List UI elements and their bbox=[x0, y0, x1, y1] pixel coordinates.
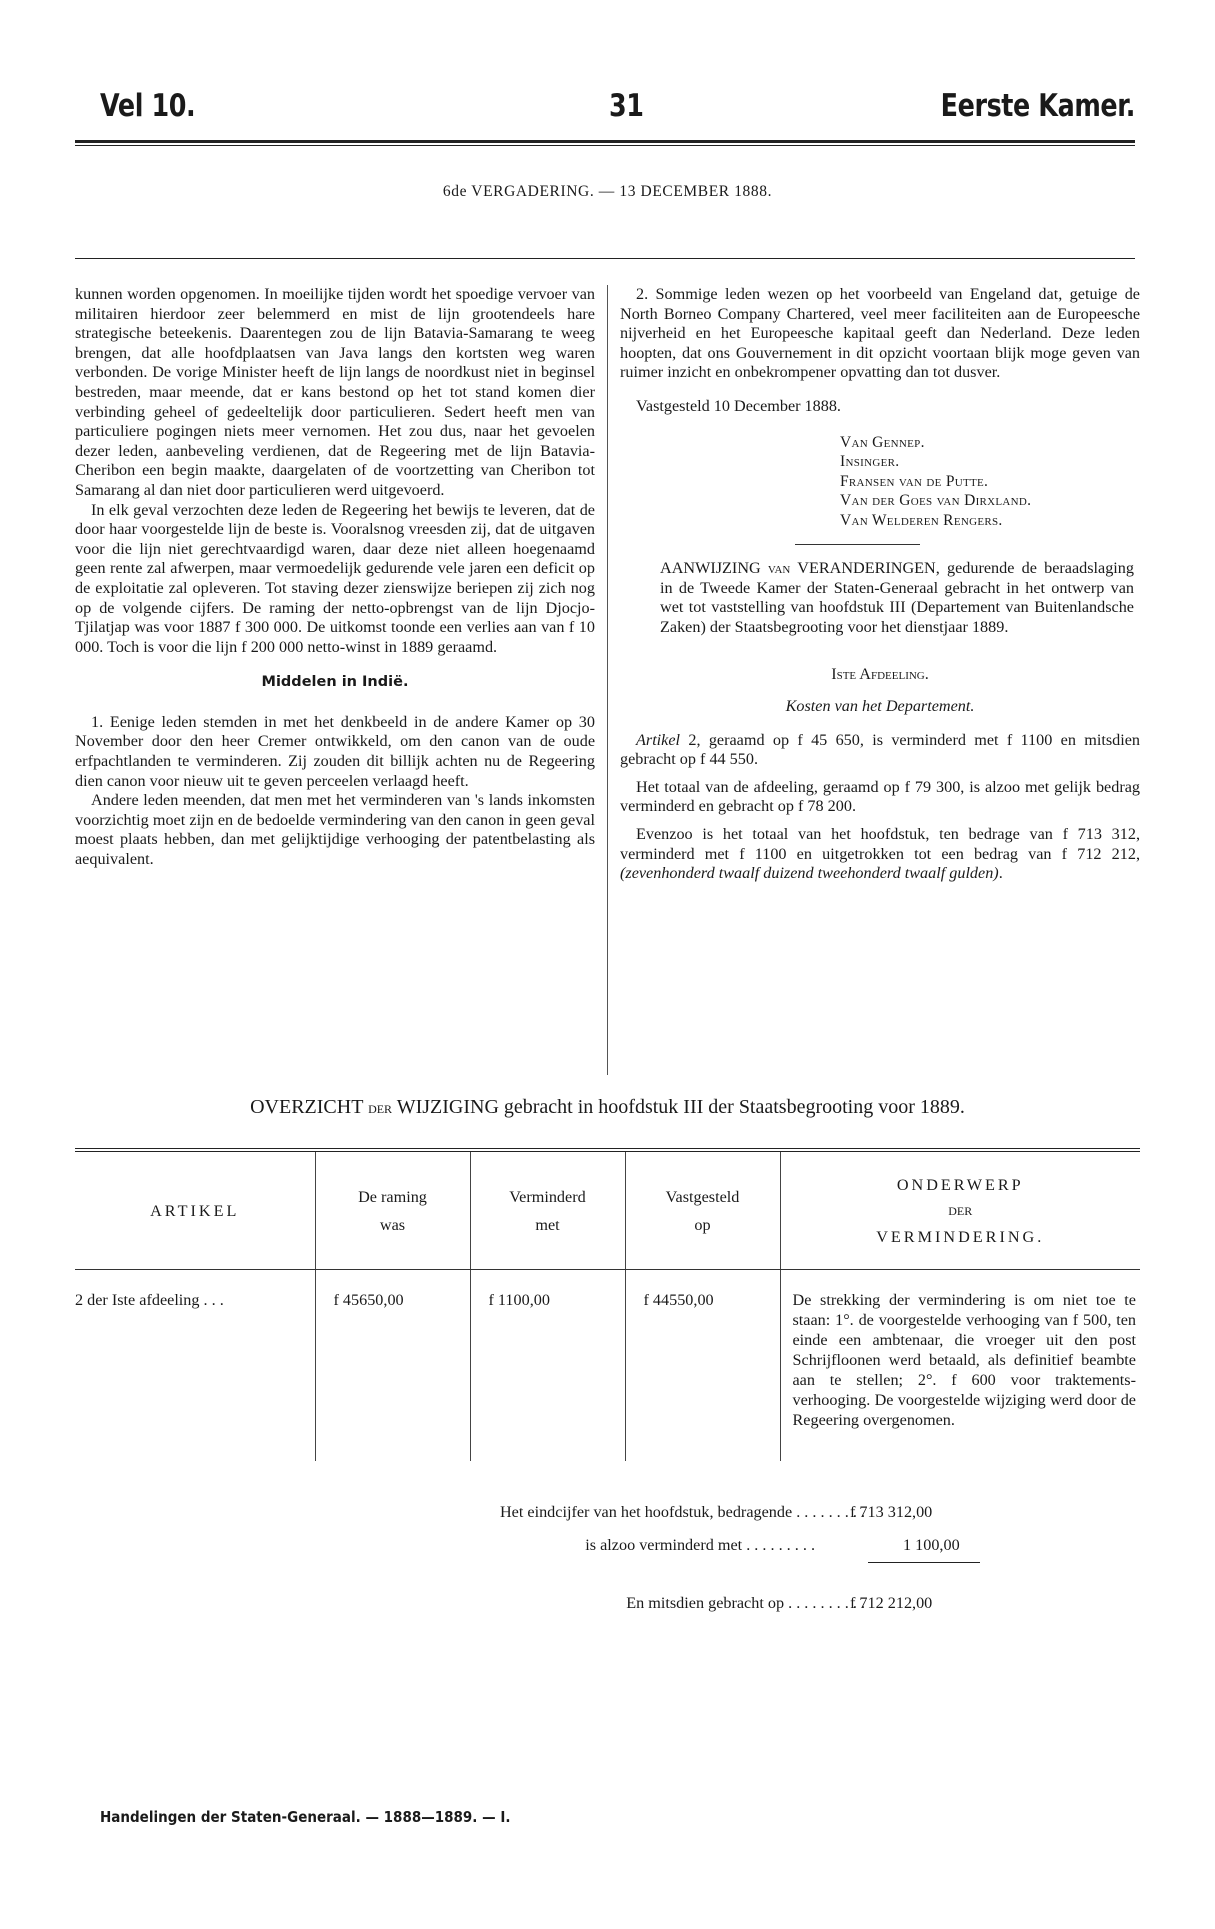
left-column bbox=[75, 285, 595, 870]
overzicht-title bbox=[0, 1096, 1215, 1119]
total-label-1: Het eindcijfer van het hoofdstuk, bedragende . . . . . . . . . bbox=[499, 1503, 865, 1521]
total-value-3: f 712 212,00 bbox=[850, 1594, 933, 1612]
paragraph: 1. Eenige leden stemden in met het denkbeeld in de andere Kamer op 30 November door den heer Cremer ontwikkeld, om den canon van de oude erfpachtlanden te verminderen. Zij zouden dit billijk achten nu de Regeering dien canon voor nieuw uit te geven perceelen verlaagd heeft. bbox=[75, 712, 595, 790]
table-header-row bbox=[75, 1150, 1140, 1270]
right-column bbox=[620, 285, 1140, 884]
paragraph: Het totaal van de afdeeling, geraamd op f 79 300, is alzoo met gelijk bedrag verminderd en gebracht op f 78 200. bbox=[620, 777, 1140, 816]
total-label-2: is alzoo verminderd met . . . . . . . . . bbox=[585, 1536, 815, 1554]
header-rule-thin bbox=[75, 145, 1135, 146]
overzicht-der: der bbox=[368, 1098, 393, 1117]
subtotal-rule bbox=[868, 1562, 980, 1563]
total-label-3: En mitsdien gebracht op . . . . . . . . . . bbox=[626, 1594, 865, 1612]
article-paragraph bbox=[620, 731, 1140, 770]
paragraph: kunnen worden opgenomen. In moeilijke tijden wordt het spoedige vervoer van militairen hierdoor zeer belemmerd en mist de lijn grootendeels hare strategische beteekenis. Daarentegen zou de lijn Batavia-Samarang te weeg brengen, dat alle hoofdplaatsen van Java langs den kortsten weg waren verbonden. De vorige Minister heeft de lijn langs de noordkust niet in beginsel bestreden, maar meende, dat er kans bestond op het tot stand komen dier verbinding geheel of gedeeltelijk door particulieren. Sedert heeft men van particuliere pogingen niets meer vernomen. Het zou dus, naar het gevoelen dezer leden, aanbeveling verdienen, dat de Regeering met de lijn Batavia-Cheribon een begin maakte, daargelaten of de voortzetting van Cheribon tot Samarang al dan niet door particulieren werd uitgevoerd. bbox=[75, 285, 595, 499]
evenzoo-end: . bbox=[998, 864, 1003, 883]
header-onderwerp-line2: DER bbox=[948, 1203, 973, 1218]
signatory: Van Welderen Rengers. bbox=[840, 511, 1003, 529]
header-onderwerp bbox=[780, 1150, 1140, 1270]
page-number: 31 bbox=[609, 88, 644, 124]
table-row bbox=[75, 1270, 1140, 1462]
subheader-rule bbox=[75, 258, 1135, 259]
header-raming bbox=[315, 1150, 470, 1270]
evenzoo-text: Evenzoo is het totaal van het hoofdstuk, ten bedrage van f 713 312, verminderd met f 1100 en uitgetrokken tot een bedrag van f 712 212, bbox=[620, 825, 1140, 863]
article-label: Artikel bbox=[636, 730, 681, 749]
header-verminderd-line2: met bbox=[535, 1215, 560, 1234]
total-value-2: 1 100,00 bbox=[903, 1536, 960, 1554]
running-header bbox=[100, 88, 1135, 138]
header-artikel: ARTIKEL bbox=[75, 1150, 315, 1270]
paragraph: Andere leden meenden, dat men met het verminderen van 's lands inkomsten voorzichtig moet zijn en de bedoelde vermindering van den canon in geen geval moest plaats hebben, dan met gelijktijdige verhooging der patentbelasting als aequivalent. bbox=[75, 791, 595, 869]
afdeeling-heading: Iste Afdeeling. bbox=[831, 665, 929, 684]
header-verminderd-line1: Verminderd bbox=[509, 1187, 586, 1206]
header-vastgesteld-line1: Vastgesteld bbox=[665, 1187, 740, 1206]
header-vastgesteld-line2: op bbox=[694, 1215, 711, 1234]
aanwijzing-title: AANWIJZING bbox=[660, 559, 761, 578]
cell-vastgesteld: f 44550,00 bbox=[625, 1270, 780, 1462]
section-heading: Middelen in Indië. bbox=[261, 674, 409, 691]
signatories bbox=[840, 433, 1140, 531]
kosten-heading: Kosten van het Departement. bbox=[785, 697, 975, 716]
cell-verminderd: f 1100,00 bbox=[470, 1270, 625, 1462]
header-verminderd bbox=[470, 1150, 625, 1270]
changes-table bbox=[75, 1148, 1140, 1461]
aanwijzing-heading bbox=[660, 559, 1134, 637]
article-text: 2, geraamd op f 45 650, is verminderd met f 1100 en mitsdien gebracht op f 44 550. bbox=[620, 730, 1140, 769]
separator bbox=[795, 544, 920, 545]
signatory: Van Gennep. bbox=[840, 433, 925, 451]
overzicht-a: OVERZICHT bbox=[250, 1096, 364, 1118]
chamber-title: Eerste Kamer. bbox=[940, 88, 1135, 124]
evenzoo-italic: (zevenhonderd twaalf duizend tweehonderd twaalf gulden) bbox=[620, 864, 999, 883]
session-subheader: 6de VERGADERING. — 13 DECEMBER 1888. bbox=[442, 183, 773, 200]
total-value-1: f 713 312,00 bbox=[850, 1503, 933, 1521]
paragraph: In elk geval verzochten deze leden de Regeering het bewijs te leveren, dat de door haar voorgestelde lijn de beste is. Vooralsnog vreesden zij, dat de uitgaven voor die lijn niet gerechtvaardigd waren, daar deze niet alleen hoegenaamd geen rente zal afwerpen, maar vermoedelijk gedurende vele jaren een deficit op de exploitatie zal opleveren. Tot staving dezer zienswijze beriepen zij zich nog op de volgende cijfers. De raming der netto-opbrengst van de lijn Djocjo-Tjilatjap was voor 1887 f 300 000. De uitkomst toonde een verlies aan van f 10 000. Toch is voor die lijn f 200 000 netto-winst in 1889 geraamd. bbox=[75, 500, 595, 656]
header-raming-line2: was bbox=[379, 1215, 406, 1234]
aanwijzing-text: VERANDERINGEN, gedurende de beraadslaging in de Tweede Kamer der Staten-Generaal gebracht in het ontwerp van wet tot vaststelling van hoofdstuk III (Departement van Buitenlandsche Zaken) der Staatsbegrooting voor het dienstjaar 1889. bbox=[660, 559, 1134, 636]
overzicht-b: WIJZIGING gebracht in hoofdstuk III der Staatsbegrooting voor 1889. bbox=[396, 1096, 965, 1118]
aanwijzing-van: van bbox=[767, 559, 791, 578]
cell-artikel: 2 der Iste afdeeling . . . bbox=[75, 1270, 315, 1462]
cell-raming: f 45650,00 bbox=[315, 1270, 470, 1462]
signatory: Van der Goes van Dirxland. bbox=[840, 492, 1032, 510]
cell-onderwerp: De strekking der vermindering is om niet toe te staan: 1°. de voorgestelde verhooging van f 500, ten einde een ambtenaar, die vroeger uit den post Schrijfloonen werd betaald, als definitief beambte aan te stellen; 2°. f 600 voor traktements-verhooging. De voorgestelde wijziging werd door de Regeering overgenomen. bbox=[792, 1291, 1136, 1429]
header-onderwerp-line1: ONDERWERP bbox=[896, 1175, 1024, 1194]
header-vastgesteld bbox=[625, 1150, 780, 1270]
date-line: Vastgesteld 10 December 1888. bbox=[636, 396, 841, 415]
paragraph: 2. Sommige leden wezen op het voorbeeld van Engeland dat, getuige de North Borneo Company Chartered, veel meer faciliteiten aan de Europeesche nijverheid en het Europeesche kapitaal geeft dan Nederland. Deze leden hoopten, dat ons Gouvernement in dit opzicht voortaan blijk moge geven van ruimer inzicht en onbekrompener opvatting dan tot dusver. bbox=[620, 285, 1140, 382]
page-footer: Handelingen der Staten-Generaal. — 1888—1889. — I. bbox=[100, 1808, 511, 1826]
signatory: Fransen van de Putte. bbox=[840, 472, 989, 490]
header-onderwerp-line3: VERMINDERING. bbox=[876, 1227, 1045, 1246]
header-rule-thick bbox=[75, 140, 1135, 143]
volume-label: Vel 10. bbox=[100, 88, 196, 124]
paragraph bbox=[620, 825, 1140, 884]
header-raming-line1: De raming bbox=[358, 1187, 427, 1206]
signatory: Insinger. bbox=[840, 453, 900, 471]
column-divider bbox=[607, 285, 608, 1075]
